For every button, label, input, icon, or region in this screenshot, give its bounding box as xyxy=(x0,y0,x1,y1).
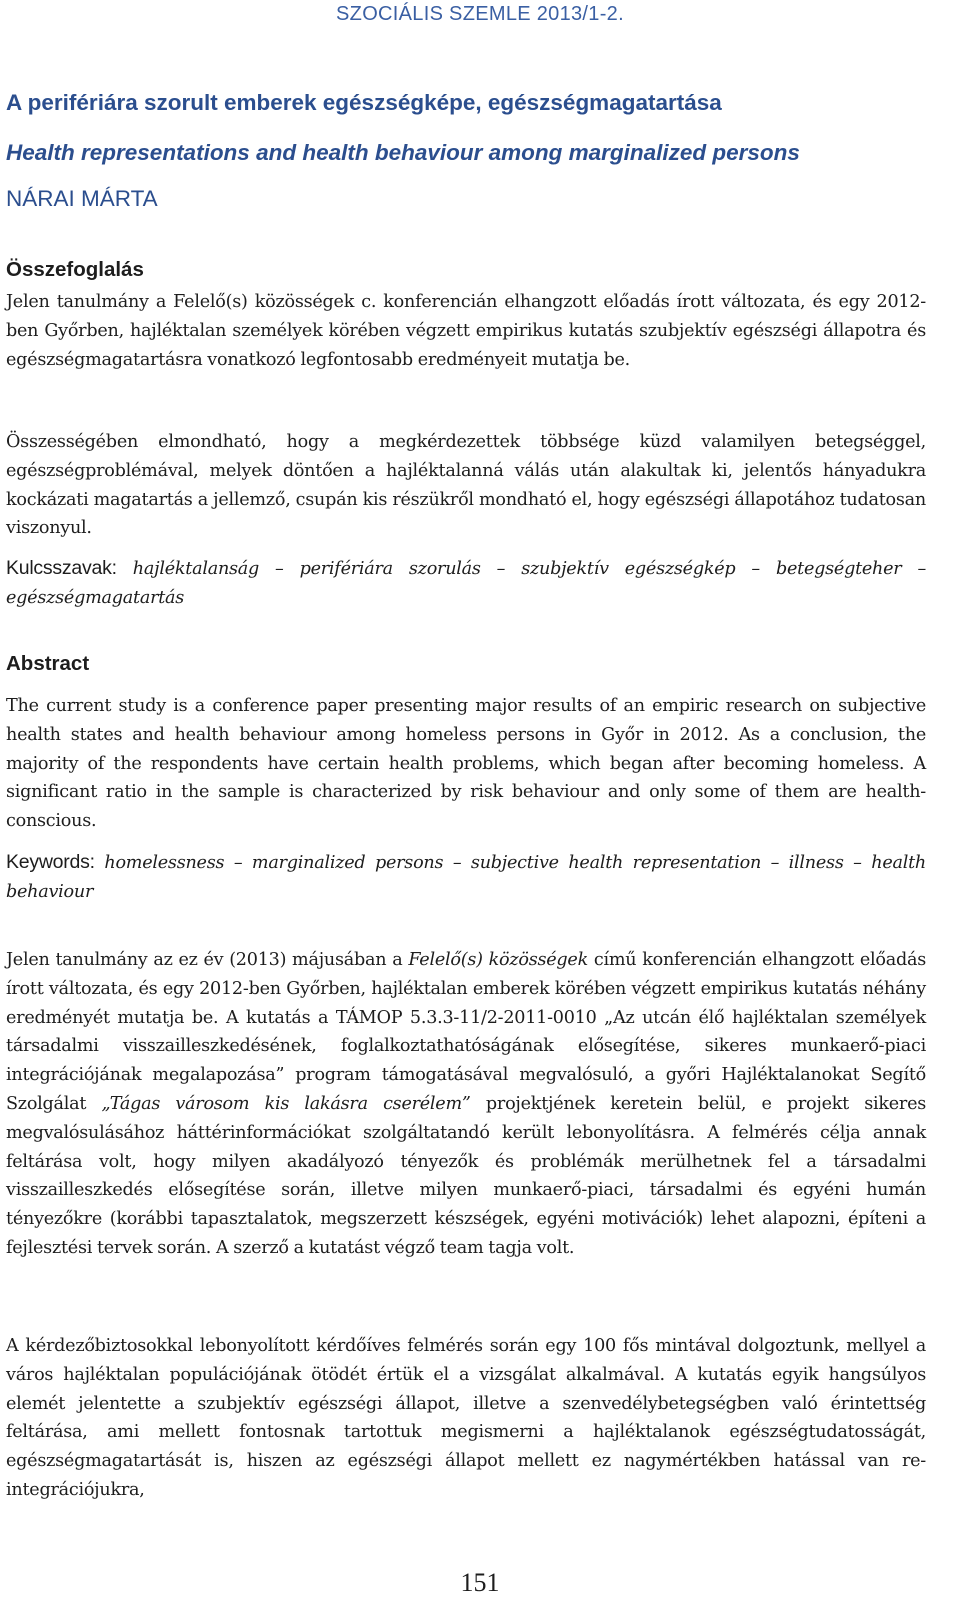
article-title-hungarian: A perifériára szorult emberek egészségképe, egészségmagatartása xyxy=(6,90,722,115)
summary-keywords xyxy=(6,554,926,613)
body-p1-middle: című konferencián elhangzott előadás írott változata, és egy 2012-ben Győrben, hajléktalan emberek körében végzett empirikus kutatás néhány eredményét mutatja be. A kutatás a TÁMOP 5.3.3-11/2-2011-0010 „Az utcán élő hajléktalan személyek társadalmi visszailleszkedésének, foglalkoztathatóságának elősegítése, sikeres munkaerő-piaci integrációjának megalapozása” program támogatásával megvalósuló, a győri Hajléktalanokat Segítő Szolgálat xyxy=(6,950,927,1114)
body-p1-start: Jelen tanulmány az ez év (2013) májusában a xyxy=(6,950,403,970)
running-head: SZOCIÁLIS SZEMLE 2013/1-2. xyxy=(336,3,624,25)
summary-keywords-list: hajléktalanság – perifériára szorulás – szubjektív egészségkép – betegségteher – egészségmagatartás xyxy=(6,559,927,608)
project-title: „Tágas városom kis lakásra cserélem” xyxy=(101,1093,471,1114)
author-name: NÁRAI MÁRTA xyxy=(6,186,158,211)
body-paragraph-1 xyxy=(6,946,926,1263)
summary-paragraph-2: Összességében elmondható, hogy a megkérdezettek többsége küzd valamilyen betegséggel, egészségproblémával, melyek döntően a hajléktalanná válás után alakultak ki, jelentős hányadukra kockázati magatartás a jellemző, csupán kis részükről mondható el, hogy egészségi állapotához tudatosan viszonyul. xyxy=(6,432,926,539)
page-number: 151 xyxy=(460,1568,500,1597)
summary-heading: Összefoglalás xyxy=(6,258,144,281)
body-p1-end: projektjének keretein belül, e projekt sikeres megvalósulásához háttérinformációkat szolgáltatandó került lebonyolításra. A felmérés célja annak feltárása volt, hogy milyen akadályozó tényezők és problémák merülhetnek fel a társadalmi visszailleszkedés elősegítése során, illetve milyen munkaerő-piaci, társadalmi és egyéni humán tényezőkre (korábbi tapasztalatok, megszerzett készségek, egyéni motivációk) lehet alapozni, építeni a fejlesztési tervek során. A szerző a kutatást végző team tagja volt. xyxy=(6,1093,927,1258)
abstract-keywords-label: Keywords: xyxy=(6,851,95,873)
summary-paragraph-1: Jelen tanulmány a Felelő(s) közösségek c. konferencián elhangzott előadás írott változata, és egy 2012-ben Győrben, hajléktalan személyek körében végzett empirikus kutatás szubjektív egészségi állapotra és egészségmagatartásra vonatkozó legfontosabb eredményeit mutatja be. xyxy=(6,292,926,370)
abstract-keywords-list: homelessness – marginalized persons – subjective health representation – illness – health behaviour xyxy=(6,853,927,902)
summary-keywords-label: Kulcsszavak: xyxy=(6,557,117,579)
conference-title: Felelő(s) közösségek xyxy=(408,950,589,970)
body-paragraph-2: A kérdezőbiztosokkal lebonyolított kérdőíves felmérés során egy 100 fős mintával dolgoztunk, mellyel a város hajléktalan populációjának ötödét értük el a vizsgálat alkalmával. A kutatás egyik hangsúlyos elemét jelentette a szubjektív egészségi állapot, illetve a szenvedélybetegségben való érintettség feltárása, ami mellett fontosnak tartottuk megismerni a hajléktalanok egészségtudatosságát, egészségmagatartását is, hiszen az egészségi állapot mellett ez nagymértékben hatással van re-integrációjukra, xyxy=(6,1336,926,1500)
abstract-paragraph: The current study is a conference paper presenting major results of an empiric research on subjective health states and health behaviour among homeless persons in Győr in 2012. As a conclusion, the majority of the respondents have certain health problems, which began after becoming homeless. A significant ratio in the sample is characterized by risk behaviour and only some of them are health-conscious. xyxy=(6,696,926,832)
abstract-keywords xyxy=(6,848,926,907)
article-title-english: Health representations and health behaviour among marginalized persons xyxy=(6,140,800,165)
abstract-heading: Abstract xyxy=(6,652,90,675)
